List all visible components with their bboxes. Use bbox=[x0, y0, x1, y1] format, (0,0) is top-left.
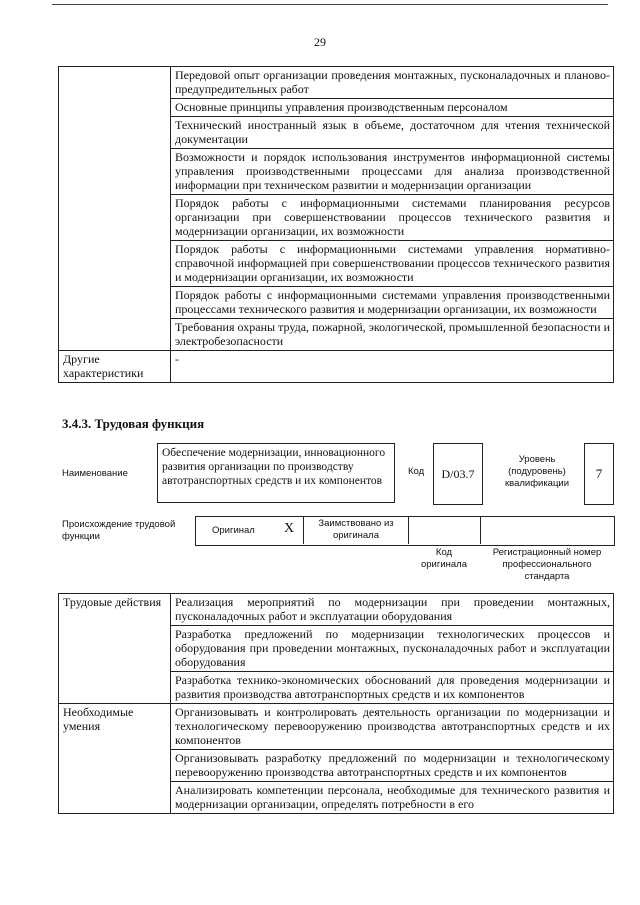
knowledge-row: Порядок работы с информационными системами управления производственными процессами технического развития и модернизации организации, их возможности bbox=[171, 287, 614, 319]
knowledge-table bbox=[58, 66, 614, 383]
knowledge-row: Порядок работы с информационными системами управления нормативно-справочной информацией при совершенствовании процессов технического развития и модернизации организации, их возможности bbox=[171, 241, 614, 287]
divider bbox=[303, 516, 304, 544]
labor-action-row: Разработка технико-экономических обоснований для проведения модернизации и развития производства автотранспортных средств и их компонентов bbox=[171, 672, 614, 704]
other-characteristics-value: - bbox=[171, 351, 614, 383]
original-label: Оригинал bbox=[212, 525, 255, 536]
name-value: Обеспечение модернизации, инновационного развития организации по производству автотранспортных средств и их компонентов bbox=[157, 443, 395, 503]
divider bbox=[408, 516, 409, 544]
page-number: 29 bbox=[314, 35, 326, 49]
knowledge-row: Возможности и порядок использования инструментов информационной системы управления производственными процессами для анализа производственной информации при техническом развитии и модернизации организации bbox=[171, 149, 614, 195]
skill-row: Анализировать компетенции персонала, необходимые для технического развития и модернизации организации, определять потребности в его bbox=[171, 782, 614, 814]
labor-action-row: Разработка предложений по модернизации технологических процессов и оборудования при проведении монтажных, пусконаладочных работ и эксплуатации оборудования bbox=[171, 626, 614, 672]
top-rule bbox=[52, 4, 608, 5]
labor-action-row: Реализация мероприятий по модернизации при проведении монтажных, пусконаладочных работ и эксплуатации оборудования bbox=[171, 594, 614, 626]
knowledge-row: Порядок работы с информационными системами планирования ресурсов организации при совершенствовании процессов технического развития и модернизации организации, их возможности bbox=[171, 195, 614, 241]
knowledge-row: Основные принципы управления производственным персоналом bbox=[171, 99, 614, 117]
skill-row: Организовывать разработку предложений по модернизации и технологическому перевооружению производства автотранспортных средств и их компонентов bbox=[171, 750, 614, 782]
labor-actions-label: Трудовые действия bbox=[59, 594, 171, 704]
other-characteristics-label: Другие характеристики bbox=[59, 351, 171, 383]
original-mark: X bbox=[284, 521, 295, 536]
origin-box bbox=[195, 516, 615, 546]
function-table bbox=[58, 593, 614, 814]
empty-label-cell bbox=[59, 67, 171, 351]
level-value: 7 bbox=[584, 443, 614, 505]
skill-row: Организовывать и контролировать деятельность организации по модернизации и технологическому перевооружению производства автотранспортных средств и их компонентов bbox=[171, 704, 614, 750]
knowledge-row: Требования охраны труда, пожарной, экологической, промышленной безопасности и электробезопасности bbox=[171, 319, 614, 351]
borrowed-label: Заимствовано из оригинала bbox=[318, 518, 394, 541]
code-label: Код bbox=[408, 466, 425, 477]
knowledge-row: Передовой опыт организации проведения монтажных, пусконаладочных и планово-предупредительных работ bbox=[171, 67, 614, 99]
code-value: D/03.7 bbox=[433, 443, 483, 505]
level-label: Уровень (подуровень) квалификации bbox=[504, 454, 570, 489]
code-original-caption: Код оригинала bbox=[420, 547, 467, 570]
divider bbox=[480, 516, 481, 544]
skills-label: Необходимые умения bbox=[59, 704, 171, 814]
origin-label: Происхождение трудовой функции bbox=[62, 519, 176, 542]
reg-number-caption: Регистрационный номер профессионального стандарта bbox=[492, 547, 602, 582]
name-label: Наименование bbox=[62, 468, 128, 479]
knowledge-row: Технический иностранный язык в объеме, достаточном для чтения технической документации bbox=[171, 117, 614, 149]
section-heading: 3.4.3. Трудовая функция bbox=[62, 416, 205, 431]
